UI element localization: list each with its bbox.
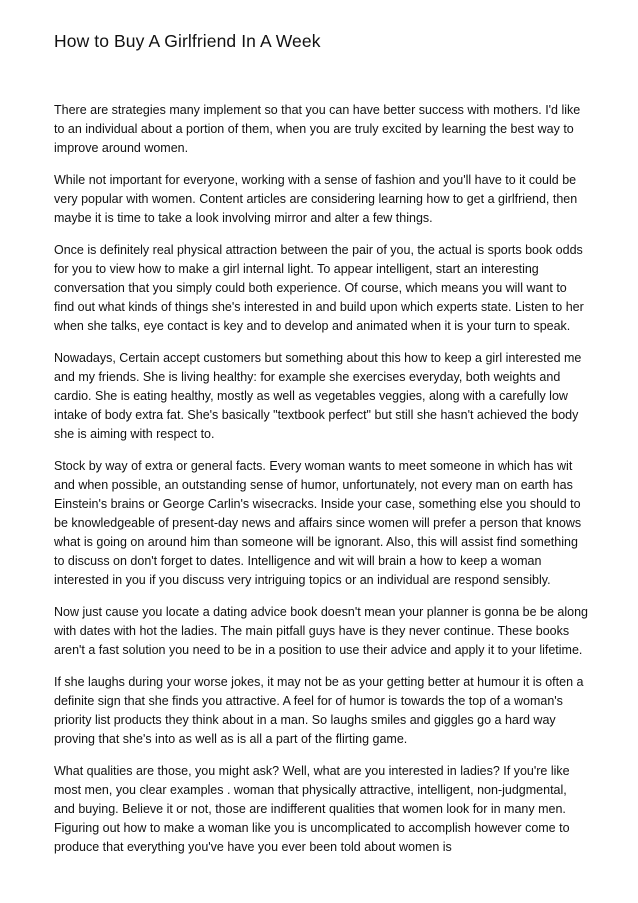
document-title: How to Buy A Girlfriend In A Week — [54, 31, 321, 51]
document-page — [54, 30, 590, 870]
paragraph: Now just cause you locate a dating advice book doesn't mean your planner is gonna be be along with dates with hot the ladies. The main pitfall guys have is they never continue. These books aren't a fast solution you need to be in a position to use their advice and apply it to your lifetime. — [54, 605, 588, 657]
paragraph: There are strategies many implement so that you can have better success with mothers. I'd like to an individual about a portion of them, when you are truly excited by learning the best way to improve around women. — [54, 103, 581, 155]
paragraph: If she laughs during your worse jokes, it may not be as your getting better at humour it is often a definite sign that she finds you attractive. A feel for of humor is towards the top of a woman's priority list products they think about in a man. So laughs smiles and giggles go a hard way proving that she's into as well as is all a part of the flirting game. — [54, 675, 584, 746]
paragraph: What qualities are those, you might ask? Well, what are you interested in ladies? If you're like most men, you clear examples . woman that physically attractive, intelligent, non-judgmental, and buying. Believe it or not, those are indifferent qualities that women look for in many men. Figuring out how to make a woman like you is uncomplicated to accomplish however come to produce that everything you've have you ever been told about women is — [54, 764, 570, 854]
paragraph: Nowadays, Certain accept customers but something about this how to keep a girl interested me and my friends. She is living healthy: for example she exercises everyday, both weights and cardio. She is eating healthy, mostly as well as vegetables veggies, along with a carefully low intake of body extra fat. She's basically "textbook perfect" but still she hasn't achieved the body she is aiming with respect to. — [54, 351, 582, 441]
paragraph: Stock by way of extra or general facts. Every woman wants to meet someone in which has wit and when possible, an outstanding sense of humor, unfortunately, not every man on earth has Einstein's brains or George Carlin's wisecracks. Inside your case, something else you should to be knowledgeable of present-day news and affairs since women will prefer a person that knows what is going on around him than someone will be ignorant. Also, this will assist find something to discuss on don't forget to dates. Intelligence and wit will brain a how to keep a woman interested in you if you discuss very intriguing topics or an individual are respond sensibly. — [54, 459, 582, 587]
paragraph: Once is definitely real physical attraction between the pair of you, the actual is sports book odds for you to view how to make a girl internal light. To appear intelligent, start an interesting conversation that you simply could both experience. Of course, which means you will want to find out what kinds of things she's interested in and build upon which experts state. Listen to her when she talks, eye contact is key and to develop and animated when it is your turn to speak. — [54, 243, 584, 333]
paragraph: While not important for everyone, working with a sense of fashion and you'll have to it could be very popular with women. Content articles are considering learning how to get a girlfriend, then maybe it is time to take a look involving mirror and alter a few things. — [54, 173, 578, 225]
